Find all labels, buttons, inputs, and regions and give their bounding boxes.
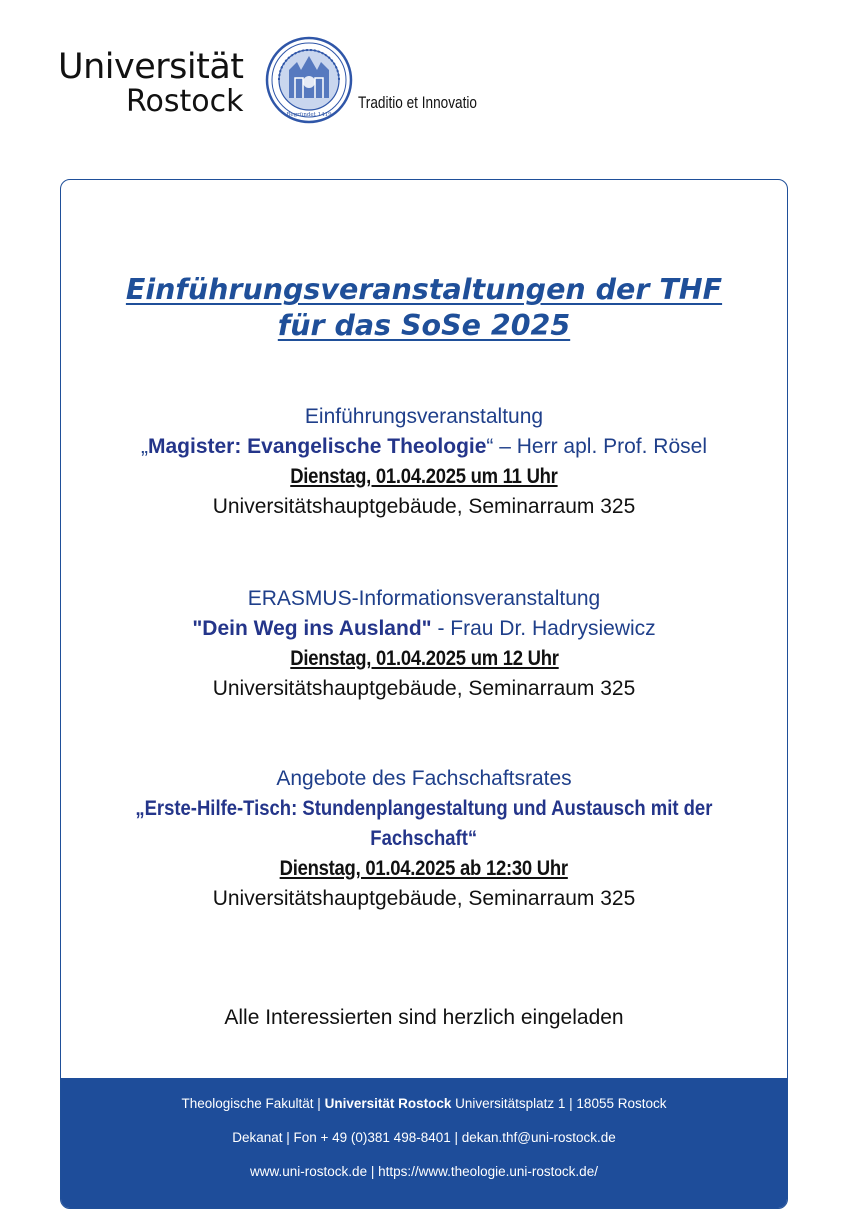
event-title-line (61, 432, 787, 462)
event-date: Dienstag, 01.04.2025 um 11 Uhr (290, 465, 558, 488)
event-kind: ERASMUS-Informationsveranstaltung (247, 587, 601, 610)
title-line-1: Einführungsveranstaltungen der THF (125, 273, 723, 306)
event-place: Universitätshauptgebäude, Seminarraum 325 (212, 887, 636, 910)
university-seal-icon (265, 36, 353, 124)
title-line-2: für das SoSe 2025 (277, 309, 571, 342)
footer-university: Universität Rostock (324, 1096, 452, 1111)
event-name: Magister: Evangelische Theologie (147, 435, 487, 458)
event-name-part-2: Fachschaft“ (370, 827, 478, 850)
announcement-card (60, 179, 788, 1209)
page-title (61, 272, 787, 344)
event-date-line (61, 462, 787, 492)
event-open-quote: „ (140, 435, 148, 458)
footer-faculty: Theologische Fakultät | (181, 1096, 325, 1111)
page-header (0, 0, 849, 180)
event-name: "Dein Weg ins Ausland" (192, 617, 432, 640)
university-wordmark (58, 47, 244, 119)
event-kind: Angebote des Fachschaftsrates (276, 767, 572, 790)
invitation-text: Alle Interessierten sind herzlich eingeladen (224, 1006, 624, 1029)
event-date-line (61, 854, 787, 884)
event-date: Dienstag, 01.04.2025 ab 12:30 Uhr (279, 857, 569, 880)
footer-websites-line: www.uni-rostock.de | https://www.theologie.uni-rostock.de/ (250, 1164, 598, 1179)
event-title-line-2 (61, 824, 787, 854)
event-speaker: - Frau Dr. Hadrysiewicz (431, 617, 656, 640)
event-date-line (61, 644, 787, 674)
university-motto: Traditio et Innovatio (358, 93, 477, 112)
footer-address: Universitätsplatz 1 | 18055 Rostock (451, 1096, 667, 1111)
seal-founding-text: Begründet 1419 (286, 112, 332, 118)
event-place: Universitätshauptgebäude, Seminarraum 325 (212, 677, 636, 700)
event-erasmus (61, 584, 787, 704)
event-title-line-1 (61, 794, 787, 824)
event-magister (61, 402, 787, 522)
footer-dean-office-line: Dekanat | Fon + 49 (0)381 498-8401 | dekan.thf@uni-rostock.de (232, 1130, 616, 1145)
footer-contact (61, 1078, 787, 1209)
event-close-quote: “ (486, 435, 494, 458)
event-fachschaft (61, 764, 787, 914)
event-place: Universitätshauptgebäude, Seminarraum 325 (212, 495, 636, 518)
event-date: Dienstag, 01.04.2025 um 12 Uhr (289, 647, 559, 670)
footer-address-line (61, 1096, 787, 1111)
event-kind: Einführungsveranstaltung (304, 405, 544, 428)
wordmark-line-2: Rostock (126, 84, 244, 119)
wordmark-line-1: Universität (58, 47, 244, 87)
event-name-part-1: „Erste-Hilfe-Tisch: Stundenplangestaltung und Austausch mit der (135, 797, 713, 820)
event-speaker: – Herr apl. Prof. Rösel (493, 435, 707, 458)
event-title-line (61, 614, 787, 644)
